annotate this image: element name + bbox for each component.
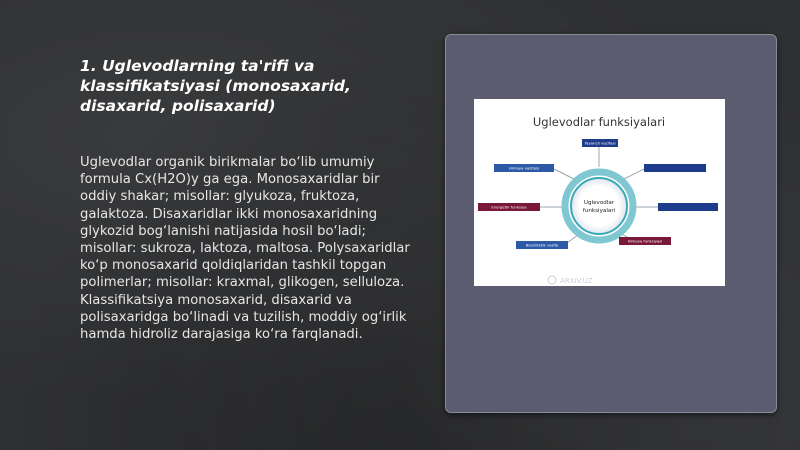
function-label-lower-right: Himoya funksiyasi (627, 238, 663, 244)
center-ring (571, 178, 627, 234)
center-label-line2: funksiyalari (582, 208, 616, 214)
watermark-text: ARXIV.UZ (560, 277, 593, 285)
slide-title: 1. Uglevodlarning ta'rifi va klassifikatsiyasi (monosaxarid, disaxarid, polisaxarid) (80, 57, 351, 115)
function-label-top: Tayanch vazifasi (584, 140, 616, 146)
functions-diagram-image (474, 99, 725, 286)
function-box-upper-right (644, 164, 706, 172)
function-box-right (658, 203, 718, 211)
diagram-title: Uglevodlar funksiyalari (532, 115, 666, 129)
functions-diagram (474, 99, 725, 286)
center-label-line1: Uglevodlar (583, 200, 615, 206)
slide-body-text: Uglevodlar organik birikmalar bo‘lib umumiy formula Cx(H2O)y ga ega. Monosaxaridlar bir oddiy shakar; misollar: glyukoza, fruktoza, galaktoza. Disaxaridlar ikki monosaxaridning glykozid bog‘lanishi natijasida hosil bo‘ladi; misollar: sukroza, laktoza, maltosa. Polysaxaridlar ko‘p monosaxarid qoldiqlaridan tashkil topgan polimerlar; misollar: kraxmal, glikogen, selluloza. Klassifikatsiya monosaxarid, disaxarid va polisaxaridga bo‘linadi va tuzilish, moddiy og‘irlik hamda hidroliz darajasiga ko‘ra farqlanadi. (80, 155, 410, 343)
function-label-left: Energetik funksiya (491, 204, 527, 210)
function-label-upper-left: Himoya vazifasi (508, 165, 540, 171)
function-label-lower-left: Biosintetik vazifa (525, 242, 559, 248)
